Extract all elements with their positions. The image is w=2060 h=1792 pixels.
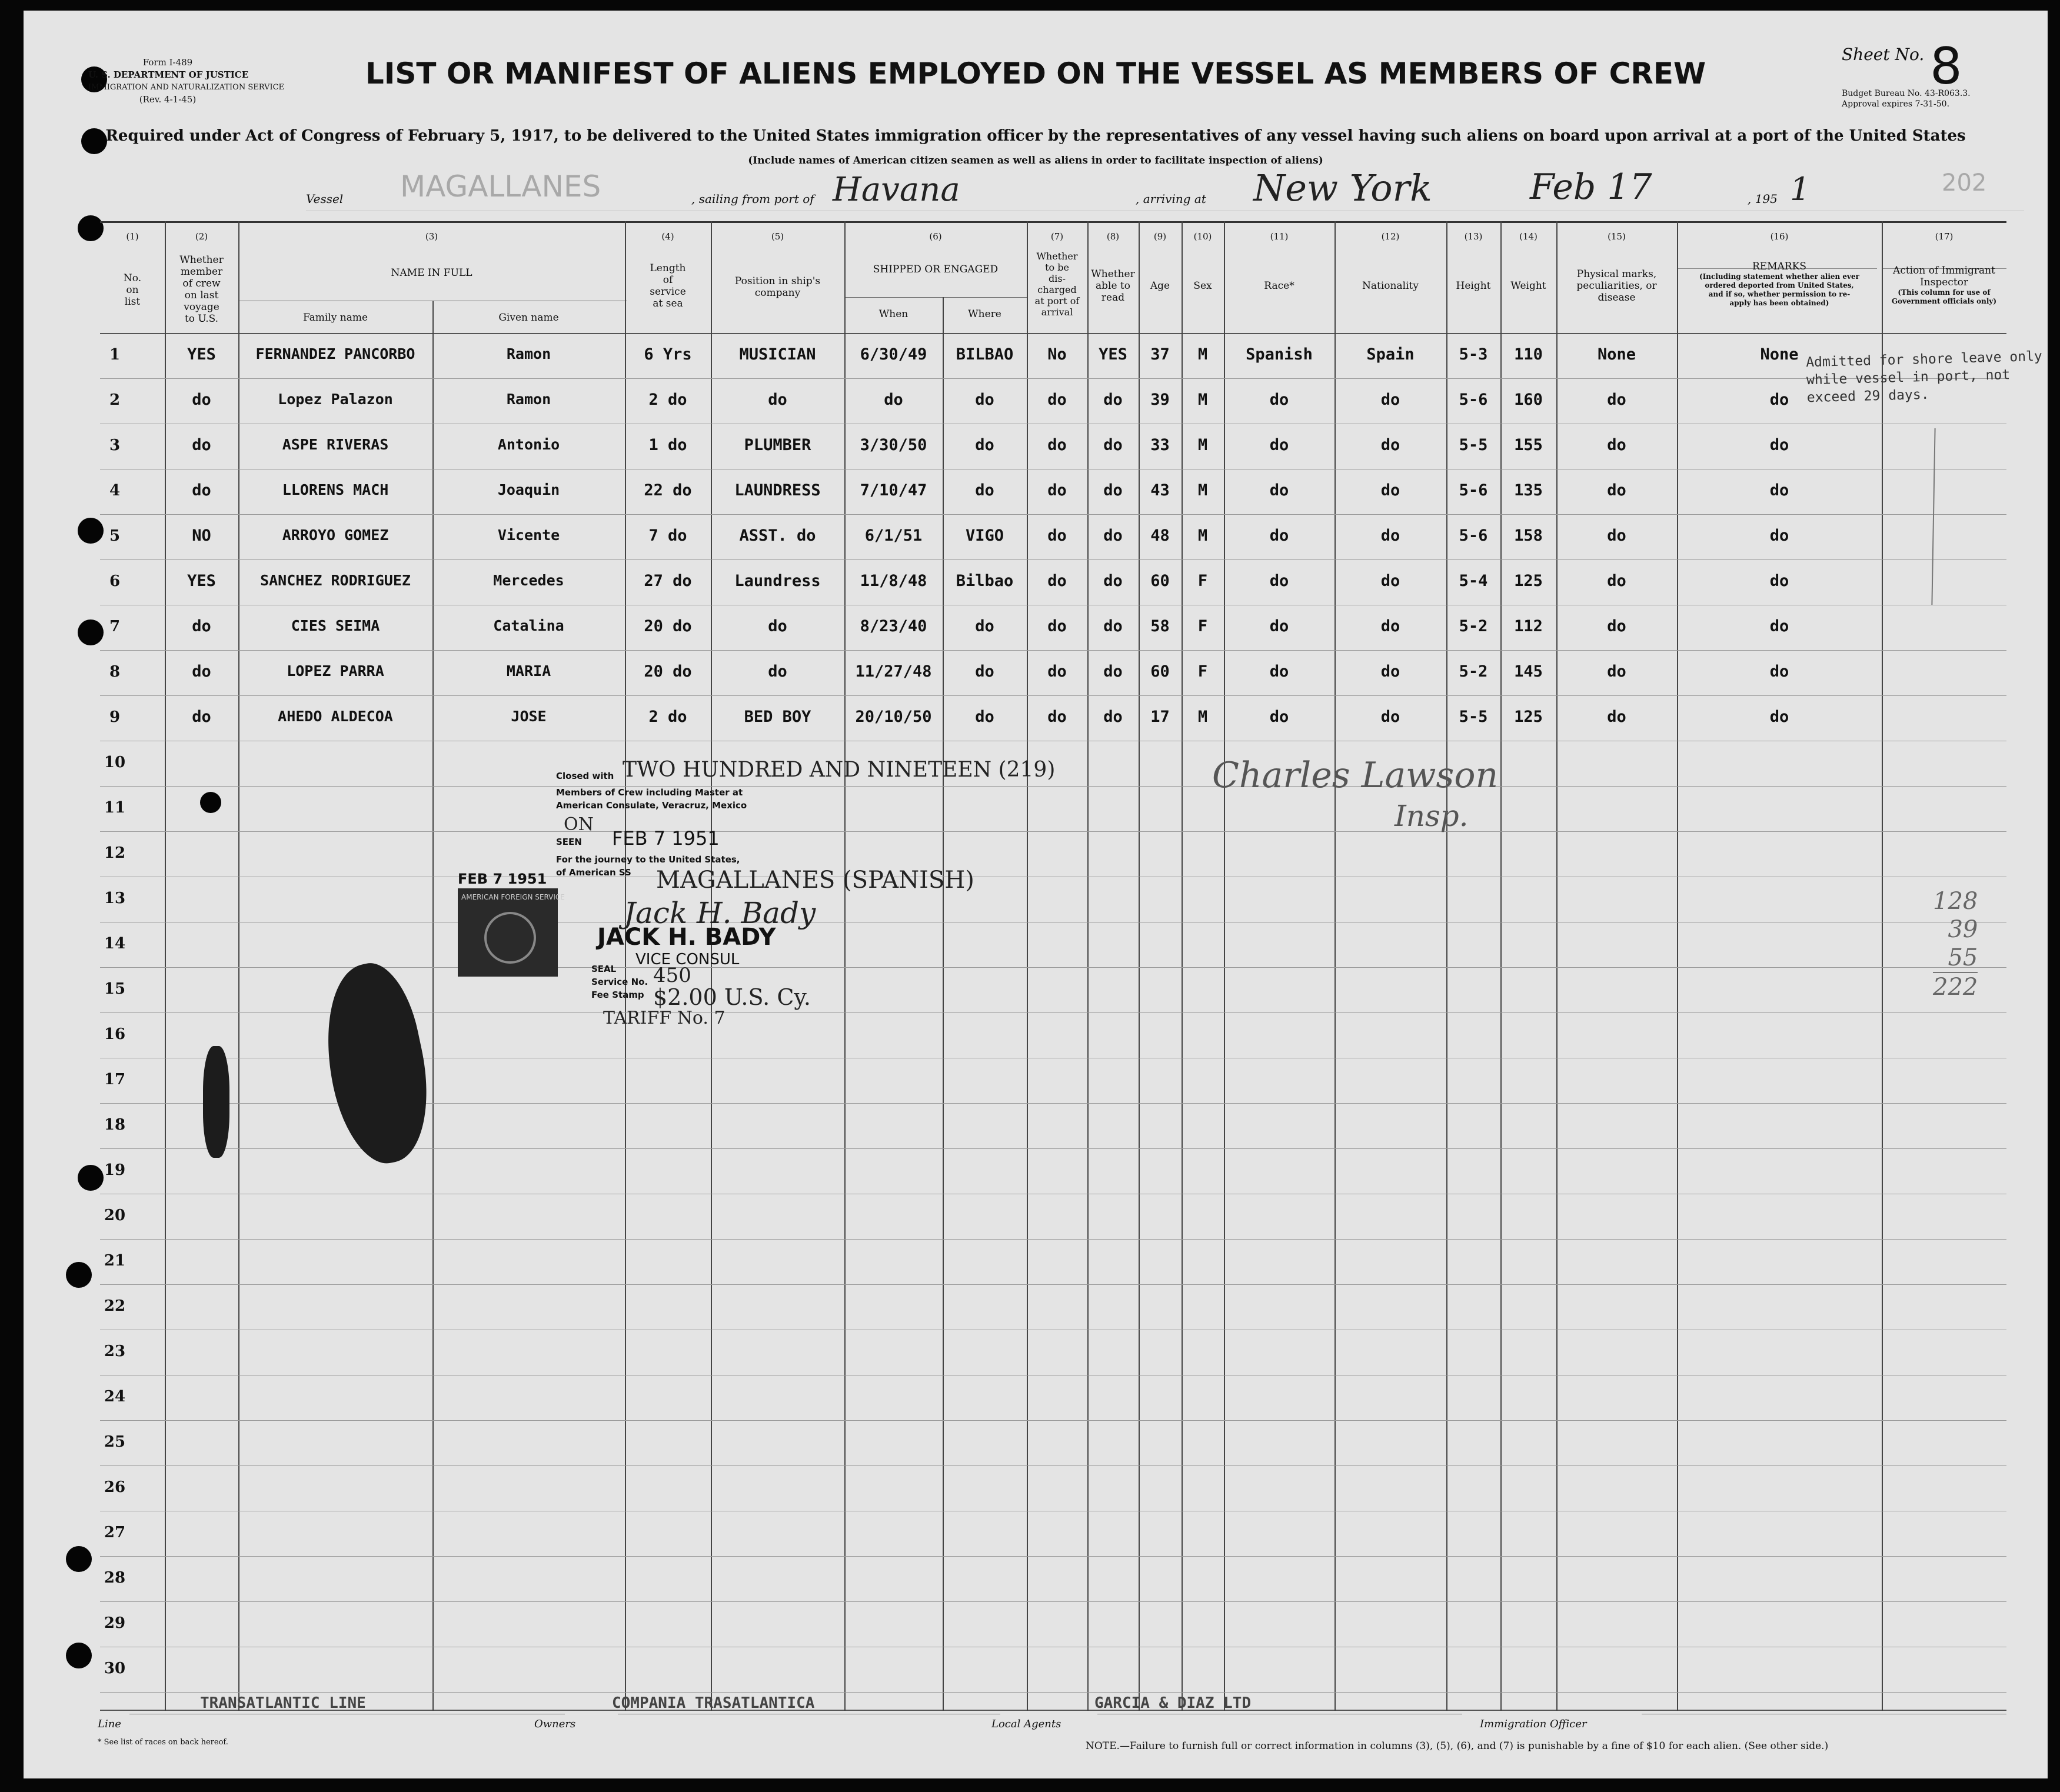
sex-cell: M: [1197, 708, 1208, 726]
physical-marks-cell: do: [1607, 436, 1626, 454]
race-cell: do: [1269, 617, 1289, 635]
race-cell: do: [1269, 662, 1289, 681]
position-cell: LAUNDRESS: [734, 481, 821, 499]
punch-hole: [66, 1546, 92, 1572]
row-number: 6: [109, 572, 121, 590]
family-name-cell: ASPE RIVERAS: [282, 436, 389, 453]
row-number: 26: [104, 1478, 126, 1496]
remarks-cell: do: [1769, 617, 1789, 635]
position-cell: do: [768, 617, 787, 635]
able-to-read-cell: YES: [1099, 345, 1127, 364]
agents-value: GARCIA & DIAZ LTD: [1094, 1694, 1252, 1712]
page-stamp: 202: [1942, 169, 1987, 196]
officer-signature-title: Insp.: [1395, 799, 1469, 833]
arrival-date: Feb 17: [1530, 166, 1652, 208]
physical-marks-cell: do: [1607, 481, 1626, 499]
seen-date: FEB 7 1951: [612, 827, 720, 850]
consul-signature: Jack H. Bady: [624, 896, 816, 930]
fee-label: Fee Stamp: [591, 990, 644, 1000]
year-suffix: 1: [1790, 171, 1811, 208]
shipped-when-cell: 3/30/50: [860, 436, 927, 454]
vessel-name: MAGALLANES: [400, 169, 601, 204]
physical-marks-cell: do: [1607, 391, 1626, 409]
sheet-label: Sheet No.: [1842, 45, 1925, 64]
able-to-read-cell: do: [1103, 527, 1123, 545]
race-cell: do: [1269, 436, 1289, 454]
shipped-when-cell: 11/27/48: [855, 662, 932, 681]
age-cell: 37: [1150, 345, 1170, 364]
age-cell: 60: [1150, 662, 1170, 681]
discharged-cell: No: [1047, 345, 1067, 364]
height-cell: 5-6: [1459, 391, 1488, 409]
header-discharged: Whether to be dis- charged at port of arrival: [1034, 251, 1080, 318]
crew-member-flag-cell: do: [192, 708, 211, 726]
weight-cell: 125: [1514, 572, 1543, 590]
weight-cell: 110: [1514, 345, 1543, 364]
header-position: Position in ship's company: [734, 275, 821, 299]
length-of-service-cell: 22 do: [644, 481, 692, 499]
age-cell: 58: [1150, 617, 1170, 635]
seen-label: SEEN: [556, 837, 582, 847]
shipped-where-cell: do: [975, 436, 994, 454]
officer-label: Immigration Officer: [1480, 1718, 1587, 1730]
family-name-cell: CIES SEIMA: [291, 617, 380, 634]
consul-name: JACK H. BADY: [597, 924, 776, 951]
shipped-when-cell: do: [884, 391, 903, 409]
header-inspector-action: Action of Immigrant Inspector (This column for use of Government officials only): [1891, 265, 1997, 305]
col-num: (16): [1770, 231, 1789, 242]
race-cell: do: [1269, 481, 1289, 499]
nationality-cell: do: [1380, 662, 1400, 681]
sailing-port: Havana: [833, 171, 960, 209]
form-identifier: Form I-489 U. S. DEPARTMENT OF JUSTICE IMMIGRATION AND NATURALIZATION SERVICE (Rev. 4-1-45): [88, 57, 285, 105]
remarks-cell: do: [1769, 436, 1789, 454]
given-name-cell: Antonio: [497, 436, 560, 453]
row-number: 16: [104, 1025, 126, 1043]
shipped-where-cell: BILBAO: [956, 345, 1014, 364]
nationality-cell: do: [1380, 617, 1400, 635]
weight-cell: 112: [1514, 617, 1543, 635]
length-of-service-cell: 2 do: [648, 708, 687, 726]
shipped-where-cell: do: [975, 481, 994, 499]
row-number: 15: [104, 980, 126, 998]
stamp-date: FEB 7 1951: [458, 871, 547, 887]
sex-cell: M: [1197, 345, 1208, 364]
races-note: * See list of races on back hereof.: [98, 1738, 228, 1747]
col-num: (1): [126, 231, 139, 242]
header-crew-member: Whether member of crew on last voyage to U.S.: [179, 254, 224, 325]
family-name-cell: FERNANDEZ PANCORBO: [255, 345, 415, 362]
height-cell: 5-2: [1459, 662, 1488, 681]
shipped-when-cell: 20/10/50: [855, 708, 932, 726]
height-cell: 5-2: [1459, 617, 1488, 635]
crew-member-flag-cell: YES: [187, 572, 216, 590]
age-cell: 48: [1150, 527, 1170, 545]
race-cell: do: [1269, 391, 1289, 409]
header-family-name: Family name: [302, 312, 368, 324]
shipped-where-cell: do: [975, 708, 994, 726]
owners-value: COMPANIA TRASATLANTICA: [612, 1694, 815, 1712]
age-cell: 33: [1150, 436, 1170, 454]
given-name-cell: Ramon: [506, 345, 551, 362]
row-number: 3: [109, 437, 121, 454]
col-num: (13): [1464, 231, 1483, 242]
seal-label: SEAL: [591, 964, 617, 974]
length-of-service-cell: 1 do: [648, 436, 687, 454]
footer-note: NOTE.—Failure to furnish full or correct information in columns (3), (5), (6), and (7) is punishable by a fine of $10 for each alien. (See other side.): [1086, 1740, 1829, 1752]
sex-cell: F: [1197, 617, 1208, 635]
header-given-name: Given name: [498, 312, 559, 324]
family-name-cell: LOPEZ PARRA: [287, 662, 384, 680]
crew-member-flag-cell: do: [192, 662, 211, 681]
remarks-cell: do: [1769, 572, 1789, 590]
shipped-where-cell: do: [975, 391, 994, 409]
shipped-where-cell: do: [975, 662, 994, 681]
discharged-cell: do: [1047, 572, 1067, 590]
vessel-label: Vessel: [306, 192, 344, 206]
discharged-cell: do: [1047, 527, 1067, 545]
nationality-cell: do: [1380, 391, 1400, 409]
family-name-cell: Lopez Palazon: [278, 391, 393, 408]
remarks-cell: None: [1760, 345, 1799, 364]
sex-cell: F: [1197, 662, 1208, 681]
weight-cell: 145: [1514, 662, 1543, 681]
row-number: 13: [104, 890, 126, 907]
discharged-cell: do: [1047, 708, 1067, 726]
crew-member-flag-cell: do: [192, 617, 211, 635]
nationality-cell: do: [1380, 436, 1400, 454]
given-name-cell: MARIA: [506, 662, 551, 680]
service-label: Service No.: [591, 977, 648, 987]
physical-marks-cell: do: [1607, 708, 1626, 726]
shipped-when-cell: 8/23/40: [860, 617, 927, 635]
ship-name-hand: MAGALLANES (SPANISH): [656, 867, 974, 894]
header-able-to-read: Whether able to read: [1091, 268, 1135, 304]
race-cell: do: [1269, 527, 1289, 545]
header-weight: Weight: [1510, 280, 1546, 292]
age-cell: 39: [1150, 391, 1170, 409]
weight-cell: 135: [1514, 481, 1543, 499]
row-number: 27: [104, 1524, 126, 1541]
form-subtitle: Required under Act of Congress of February 5, 1917, to be delivered to the United States immigration officer by the representatives of any vessel having such aliens on board upon arrival at a port of the United States: [105, 127, 1966, 145]
nationality-cell: do: [1380, 481, 1400, 499]
discharged-cell: do: [1047, 436, 1067, 454]
remarks-cell: do: [1769, 527, 1789, 545]
sex-cell: M: [1197, 436, 1208, 454]
col-num: (17): [1935, 231, 1953, 242]
agents-label: Local Agents: [991, 1718, 1061, 1730]
able-to-read-cell: do: [1103, 617, 1123, 635]
remarks-cell: do: [1769, 662, 1789, 681]
position-cell: BED BOY: [744, 708, 811, 726]
discharged-cell: do: [1047, 617, 1067, 635]
row-number: 22: [104, 1297, 126, 1315]
age-cell: 17: [1150, 708, 1170, 726]
header-shipped-engaged: SHIPPED OR ENGAGED: [873, 264, 999, 275]
row-number: 10: [104, 754, 126, 771]
able-to-read-cell: do: [1103, 481, 1123, 499]
row-number: 28: [104, 1569, 126, 1587]
sex-cell: M: [1197, 391, 1208, 409]
sex-cell: F: [1197, 572, 1208, 590]
col-num: (4): [661, 231, 674, 242]
budget-info: Budget Bureau No. 43-R063.3. Approval expires 7-31-50.: [1842, 89, 1971, 109]
header-when: When: [878, 308, 908, 320]
sex-cell: M: [1197, 527, 1208, 545]
family-name-cell: LLORENS MACH: [282, 481, 389, 498]
row-number: 7: [109, 618, 121, 635]
header-physical-marks: Physical marks, peculiarities, or disease: [1576, 268, 1657, 304]
line-value: TRANSATLANTIC LINE: [200, 1694, 366, 1712]
header-height: Height: [1456, 280, 1491, 292]
row-number: 20: [104, 1207, 126, 1224]
row-number: 1: [109, 346, 121, 364]
family-name-cell: ARROYO GOMEZ: [282, 527, 389, 544]
physical-marks-cell: do: [1607, 617, 1626, 635]
physical-marks-cell: do: [1607, 527, 1626, 545]
row-number: 18: [104, 1116, 126, 1134]
position-cell: do: [768, 662, 787, 681]
row-number: 25: [104, 1433, 126, 1451]
position-cell: Laundress: [734, 572, 821, 590]
row-number: 2: [109, 391, 121, 409]
able-to-read-cell: do: [1103, 391, 1123, 409]
col-num: (12): [1381, 231, 1400, 242]
margin-sums: 128 39 55 222: [1933, 888, 1978, 1001]
weight-cell: 155: [1514, 436, 1543, 454]
shipped-when-cell: 6/1/51: [864, 527, 923, 545]
row-number: 30: [104, 1660, 126, 1677]
closed-with-count: TWO HUNDRED AND NINETEEN (219): [623, 758, 1056, 782]
header-race: Race*: [1264, 280, 1294, 292]
crew-member-flag-cell: NO: [192, 527, 211, 545]
col-num: (2): [195, 231, 208, 242]
col-num: (6): [929, 231, 942, 242]
length-of-service-cell: 6 Yrs: [644, 345, 692, 364]
able-to-read-cell: do: [1103, 572, 1123, 590]
position-cell: ASST. do: [739, 527, 816, 545]
embossed-seal: [310, 956, 443, 1171]
row-number: 24: [104, 1388, 126, 1405]
nationality-cell: Spain: [1366, 345, 1415, 364]
row-number: 14: [104, 935, 126, 952]
sheet-number: 8: [1930, 37, 1962, 96]
row-number: 8: [109, 663, 121, 681]
shipped-where-cell: do: [975, 617, 994, 635]
officer-signature: Charles Lawson: [1212, 755, 1499, 796]
length-of-service-cell: 20 do: [644, 662, 692, 681]
discharged-cell: do: [1047, 391, 1067, 409]
shipped-where-cell: Bilbao: [956, 572, 1014, 590]
row-number: 19: [104, 1161, 126, 1179]
race-cell: Spanish: [1246, 345, 1313, 364]
able-to-read-cell: do: [1103, 662, 1123, 681]
col-num: (14): [1519, 231, 1537, 242]
given-name-cell: Catalina: [493, 617, 564, 634]
fee-stamp: AMERICAN FOREIGN SERVICE: [458, 888, 558, 977]
crew-member-flag-cell: do: [192, 391, 211, 409]
closed-with-label: Closed with: [556, 771, 614, 781]
row-number: 12: [104, 844, 126, 862]
nationality-cell: do: [1380, 708, 1400, 726]
manifest-page: [24, 11, 2048, 1778]
col-num: (11): [1270, 231, 1289, 242]
height-cell: 5-5: [1459, 708, 1488, 726]
race-cell: do: [1269, 708, 1289, 726]
crew-member-flag-cell: YES: [187, 345, 216, 364]
header-sex: Sex: [1193, 280, 1212, 292]
height-cell: 5-5: [1459, 436, 1488, 454]
able-to-read-cell: do: [1103, 436, 1123, 454]
year-label: , 195: [1748, 192, 1778, 206]
given-name-cell: Joaquin: [497, 481, 560, 498]
sailing-label: , sailing from port of: [691, 192, 814, 206]
nationality-cell: do: [1380, 527, 1400, 545]
journey-text: For the journey to the United States, of American SS: [556, 854, 740, 878]
given-name-cell: JOSE: [511, 708, 547, 725]
punch-hole: [66, 1262, 92, 1288]
header-nationality: Nationality: [1362, 280, 1419, 292]
header-age: Age: [1150, 280, 1170, 292]
col-num: (10): [1193, 231, 1212, 242]
age-cell: 60: [1150, 572, 1170, 590]
row-number: 4: [109, 482, 121, 499]
crew-member-flag-cell: do: [192, 481, 211, 499]
arriving-label: , arriving at: [1136, 192, 1206, 206]
row-number: 5: [109, 527, 121, 545]
form-subtitle-note: (Include names of American citizen seamen as well as aliens in order to facilitate inspection of aliens): [748, 155, 1323, 166]
tariff-text: TARIFF No. 7: [603, 1008, 726, 1028]
row-number: 23: [104, 1343, 126, 1360]
line-label: Line: [98, 1718, 121, 1730]
col-num: (5): [771, 231, 784, 242]
remarks-cell: do: [1769, 391, 1789, 409]
members-text: Members of Crew including Master at American Consulate, Veracruz, Mexico: [556, 787, 747, 811]
weight-cell: 160: [1514, 391, 1543, 409]
age-cell: 43: [1150, 481, 1170, 499]
remarks-cell: do: [1769, 708, 1789, 726]
position-cell: MUSICIAN: [739, 345, 816, 364]
seal-edge: [203, 1046, 229, 1158]
discharged-cell: do: [1047, 662, 1067, 681]
height-cell: 5-6: [1459, 481, 1488, 499]
header-where: Where: [968, 308, 1001, 320]
punch-hole: [66, 1643, 92, 1668]
length-of-service-cell: 2 do: [648, 391, 687, 409]
given-name-cell: Ramon: [506, 391, 551, 408]
shipped-where-cell: VIGO: [965, 527, 1004, 545]
row-number: 17: [104, 1071, 126, 1088]
shipped-when-cell: 7/10/47: [860, 481, 927, 499]
row-number: 29: [104, 1614, 126, 1632]
header-length-service: Length of service at sea: [650, 262, 686, 309]
given-name-cell: Mercedes: [493, 572, 564, 589]
race-cell: do: [1269, 572, 1289, 590]
height-cell: 5-3: [1459, 345, 1488, 364]
row-number: 21: [104, 1252, 126, 1270]
header-name-in-full: NAME IN FULL: [391, 267, 472, 279]
consul-title: VICE CONSUL: [635, 951, 740, 968]
position-cell: PLUMBER: [744, 436, 811, 454]
col-num: (9): [1153, 231, 1167, 242]
header-remarks: REMARKS (Including statement whether alien ever ordered deported from United States, and if so, whether permission to re- apply has been obtained): [1699, 261, 1859, 307]
col-num: (7): [1050, 231, 1064, 242]
physical-marks-cell: None: [1597, 345, 1636, 364]
service-number: 450: [653, 964, 691, 987]
arriving-port: New York: [1253, 166, 1432, 209]
crew-member-flag-cell: do: [192, 436, 211, 454]
able-to-read-cell: do: [1103, 708, 1123, 726]
punch-hole: [200, 792, 221, 813]
weight-cell: 125: [1514, 708, 1543, 726]
physical-marks-cell: do: [1607, 662, 1626, 681]
col-num: (15): [1608, 231, 1626, 242]
form-title: LIST OR MANIFEST OF ALIENS EMPLOYED ON THE VESSEL AS MEMBERS OF CREW: [365, 56, 1706, 91]
position-cell: do: [768, 391, 787, 409]
given-name-cell: Vicente: [497, 527, 560, 544]
family-name-cell: SANCHEZ RODRIGUEZ: [260, 572, 411, 589]
remarks-cell: do: [1769, 481, 1789, 499]
weight-cell: 158: [1514, 527, 1543, 545]
length-of-service-cell: 7 do: [648, 527, 687, 545]
nationality-cell: do: [1380, 572, 1400, 590]
family-name-cell: AHEDO ALDECOA: [278, 708, 393, 725]
fee-value: $2.00 U.S. Cy.: [653, 984, 811, 1010]
length-of-service-cell: 27 do: [644, 572, 692, 590]
shipped-when-cell: 6/30/49: [860, 345, 927, 364]
col-num: (3): [425, 231, 438, 242]
col-num: (8): [1106, 231, 1120, 242]
height-cell: 5-4: [1459, 572, 1488, 590]
height-cell: 5-6: [1459, 527, 1488, 545]
on-text: ON: [564, 814, 594, 835]
header-list-no: No. on list: [123, 272, 142, 308]
shipped-when-cell: 11/8/48: [860, 572, 927, 590]
physical-marks-cell: do: [1607, 572, 1626, 590]
discharged-cell: do: [1047, 481, 1067, 499]
row-number: 9: [109, 708, 121, 726]
row-number: 11: [104, 799, 126, 817]
inspector-note: Admitted for shore leave only while vessel in port, not exceed 29 days.: [1805, 348, 2043, 406]
owners-label: Owners: [534, 1718, 576, 1730]
sex-cell: M: [1197, 481, 1208, 499]
length-of-service-cell: 20 do: [644, 617, 692, 635]
